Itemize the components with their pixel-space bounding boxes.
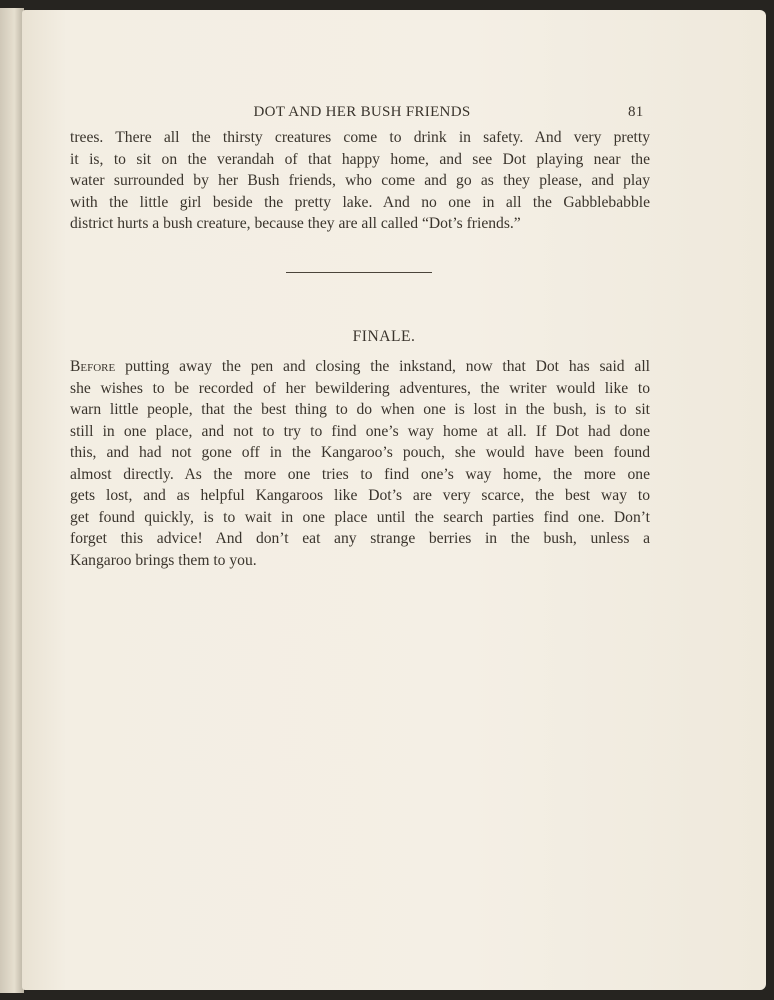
page-number: 81 xyxy=(628,104,644,120)
text-span: putting away the pen and closing the inkstand, now that Dot has said all xyxy=(115,358,650,375)
text-line: it is, to sit on the verandah of that happy home, and see Dot playing near the xyxy=(70,151,650,168)
section-divider xyxy=(286,272,432,273)
running-title: DOT AND HER BUSH FRIENDS xyxy=(253,104,471,120)
section-title: FINALE. xyxy=(352,328,416,345)
text-line: water surrounded by her Bush friends, who come and go as they please, and play xyxy=(70,172,650,189)
text-line: still in one place, and not to try to find one’s way home at all. If Dot had done xyxy=(70,423,650,440)
text-line: gets lost, and as helpful Kangaroos like Dot’s are very scarce, the best way to xyxy=(70,487,650,504)
text-line xyxy=(70,358,650,376)
text-line: Kangaroo brings them to you. xyxy=(70,552,257,569)
book-page xyxy=(22,10,766,990)
text-line: she wishes to be recorded of her bewildering adventures, the writer would like to xyxy=(70,380,650,397)
text-line: almost directly. As the more one tries to find one’s way home, the more one xyxy=(70,466,650,483)
adjacent-page-edge xyxy=(0,8,24,993)
text-line: trees. There all the thirsty creatures come to drink in safety. And very pretty xyxy=(70,129,650,146)
text-line: with the little girl beside the pretty lake. And no one in all the Gabblebabble xyxy=(70,194,650,211)
text-line: district hurts a bush creature, because they are all called “Dot’s friends.” xyxy=(70,215,521,232)
text-line: this, and had not gone off in the Kangaroo’s pouch, she would have been found xyxy=(70,444,650,461)
text-line: warn little people, that the best thing to do when one is lost in the bush, is to sit xyxy=(70,401,650,418)
text-line: forget this advice! And don’t eat any strange berries in the bush, unless a xyxy=(70,530,650,547)
text-line: get found quickly, is to wait in one place until the search parties find one. Don’t xyxy=(70,509,650,526)
lead-word: Before xyxy=(70,358,116,375)
